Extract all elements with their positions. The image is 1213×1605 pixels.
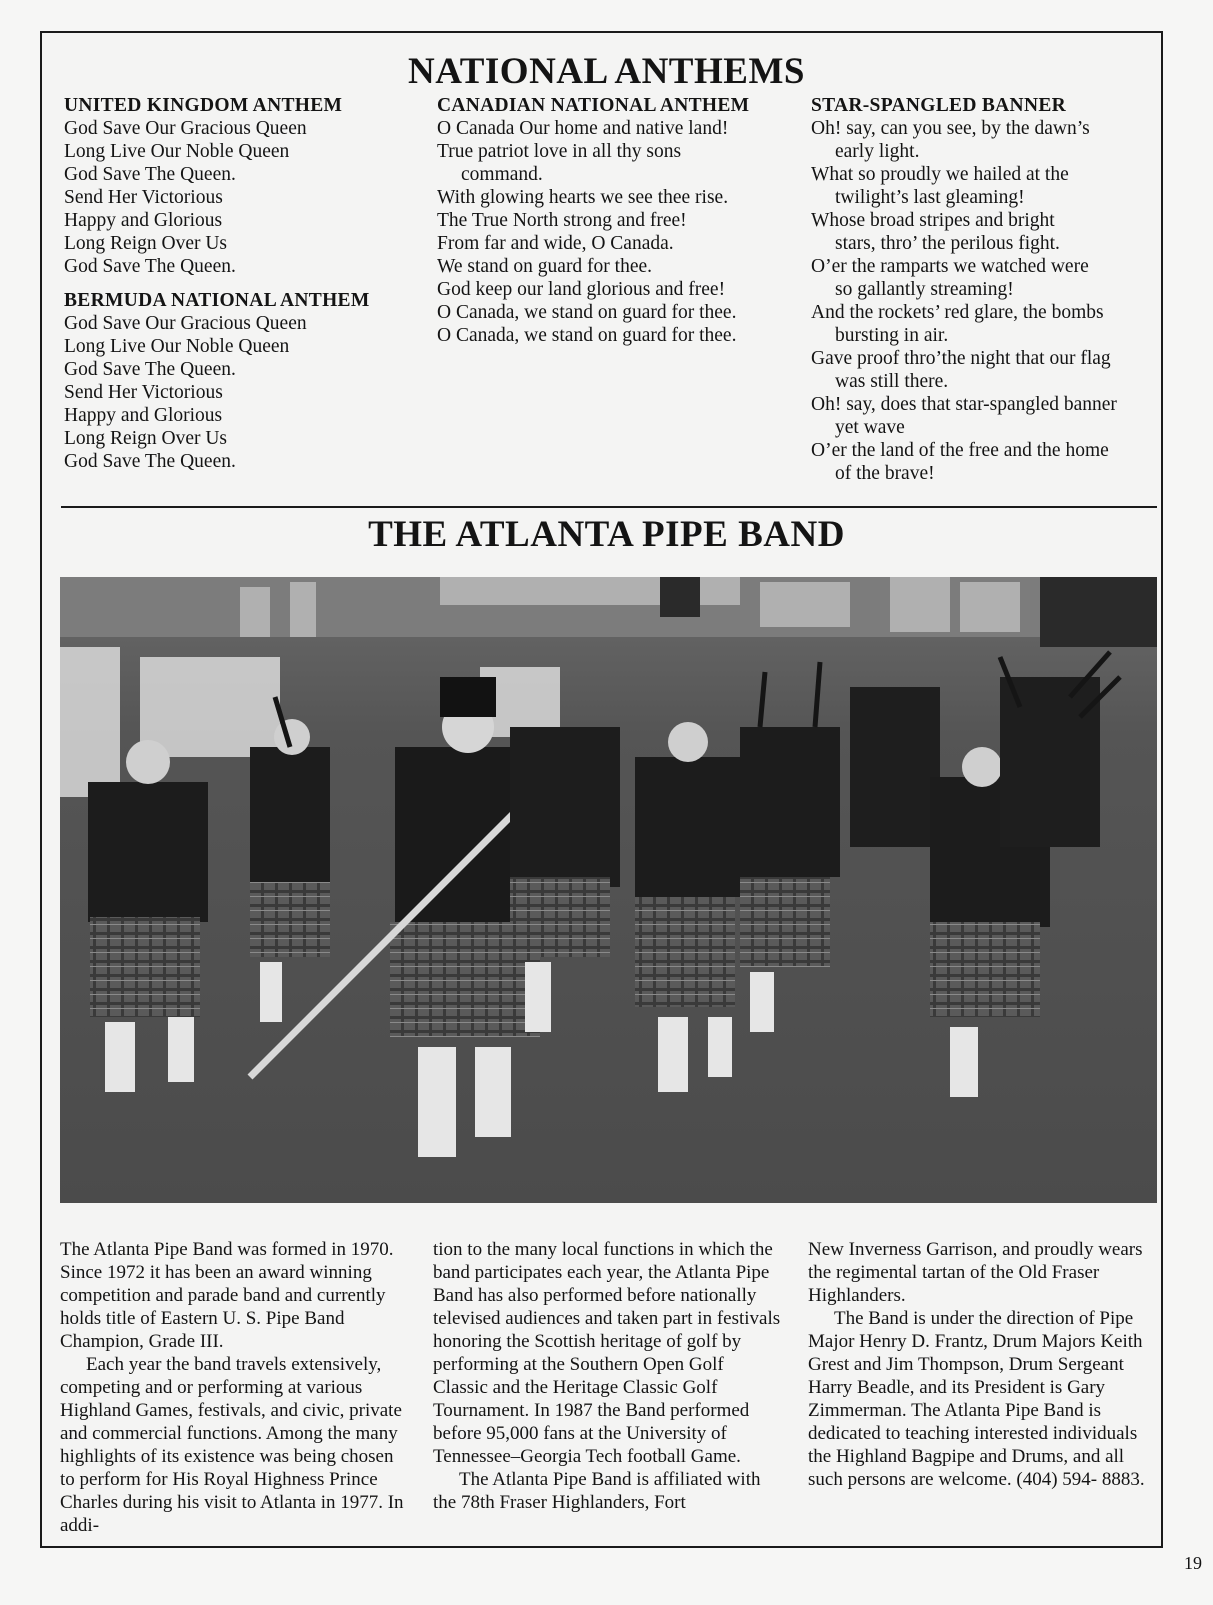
canada-anthem-line: O Canada, we stand on guard for thee.	[437, 325, 737, 346]
uk-anthem-line: Long Live Our Noble Queen	[64, 141, 290, 162]
anthem-column-left	[64, 94, 370, 473]
section-divider	[61, 506, 1157, 508]
canada-anthem-heading: CANADIAN NATIONAL ANTHEM	[437, 95, 750, 116]
bermuda-anthem-line: Long Reign Over Us	[64, 428, 228, 449]
usa-anthem-line: was still there.	[835, 371, 949, 392]
anthem-column-right	[811, 94, 1117, 485]
uk-anthem-line: Happy and Glorious	[64, 210, 223, 231]
uk-anthem-heading: UNITED KINGDOM ANTHEM	[64, 95, 343, 116]
canada-anthem-line: command.	[461, 164, 543, 185]
bermuda-anthem-line: God Save Our Gracious Queen	[64, 313, 307, 334]
uk-anthem-line: God Save The Queen.	[64, 164, 236, 185]
article-paragraph: New Inverness Garrison, and proudly wears the regimental tartan of the Old Fraser Highlanders.	[808, 1239, 1143, 1306]
pipe-band-photo	[60, 577, 1157, 1203]
usa-anthem-line: bursting in air.	[835, 325, 949, 346]
article-paragraph: tion to the many local functions in which the band participates each year, the Atlanta Pipe Band has also performed before nationally televised audiences and taken part in festivals honoring the Scottish heritage of golf by performing at the Southern Open Golf Classic and the Heritage Classic Golf Tournament. In 1987 the Band performed before 95,000 fans at the University of Tennessee–Georgia Tech football Game.	[433, 1239, 781, 1467]
anthem-column-middle	[437, 94, 749, 347]
anthems-title: NATIONAL ANTHEMS	[408, 51, 805, 92]
article-paragraph: The Atlanta Pipe Band was formed in 1970. Since 1972 it has been an award winning competition and parade band and currently holds title of Eastern U. S. Pipe Band Champion, Grade III.	[60, 1239, 394, 1352]
article-paragraph: Each year the band travels extensively, competing and or performing at various Highland Games, festivals, and civic, private and commercial functions. Among the many highlights of its existence was being chosen to perform for His Royal Highness Prince Charles during his visit to Atlanta in 1977. In addi-	[60, 1354, 404, 1536]
band-title: THE ATLANTA PIPE BAND	[368, 514, 845, 555]
usa-anthem-heading: STAR-SPANGLED BANNER	[811, 95, 1067, 116]
bermuda-anthem-line: Send Her Victorious	[64, 382, 223, 403]
usa-anthem-line: Gave proof thro’the night that our flag	[811, 348, 1111, 369]
bermuda-anthem-line: Happy and Glorious	[64, 405, 223, 426]
usa-anthem-line: yet wave	[835, 417, 905, 438]
canada-anthem-line: We stand on guard for thee.	[437, 256, 653, 277]
usa-anthem-line: stars, thro’ the perilous fight.	[835, 233, 1060, 254]
canada-anthem-line: From far and wide, O Canada.	[437, 233, 674, 254]
bermuda-anthem-line: Long Live Our Noble Queen	[64, 336, 290, 357]
bermuda-anthem-heading: BERMUDA NATIONAL ANTHEM	[64, 290, 370, 311]
canada-anthem-line: O Canada, we stand on guard for thee.	[437, 302, 737, 323]
usa-anthem-line: of the brave!	[835, 463, 935, 484]
usa-anthem-line: Oh! say, does that star-spangled banner	[811, 394, 1117, 415]
uk-anthem-line: God Save Our Gracious Queen	[64, 118, 307, 139]
usa-anthem-line: O’er the ramparts we watched were	[811, 256, 1089, 277]
usa-anthem-line: What so proudly we hailed at the	[811, 164, 1069, 185]
usa-anthem-line: so gallantly streaming!	[835, 279, 1014, 300]
uk-anthem-line: Long Reign Over Us	[64, 233, 228, 254]
uk-anthem-line: Send Her Victorious	[64, 187, 223, 208]
article-column-1	[60, 1238, 410, 1537]
page-number: 19	[1184, 1553, 1202, 1573]
uk-anthem-line: God Save The Queen.	[64, 256, 236, 277]
article-column-2	[433, 1238, 783, 1514]
article-paragraph: The Atlanta Pipe Band is affiliated with the 78th Fraser Highlanders, Fort	[433, 1469, 761, 1513]
usa-anthem-line: early light.	[835, 141, 920, 162]
usa-anthem-line: Oh! say, can you see, by the dawn’s	[811, 118, 1090, 139]
canada-anthem-line: God keep our land glorious and free!	[437, 279, 726, 300]
canada-anthem-line: O Canada Our home and native land!	[437, 118, 729, 139]
article-column-3	[808, 1238, 1158, 1491]
usa-anthem-line: O’er the land of the free and the home	[811, 440, 1109, 461]
usa-anthem-line: twilight’s last gleaming!	[835, 187, 1025, 208]
usa-anthem-line: Whose broad stripes and bright	[811, 210, 1055, 231]
canada-anthem-line: True patriot love in all thy sons	[437, 141, 682, 162]
usa-anthem-line: And the rockets’ red glare, the bombs	[811, 302, 1104, 323]
canada-anthem-line: With glowing hearts we see thee rise.	[437, 187, 729, 208]
bermuda-anthem-line: God Save The Queen.	[64, 451, 236, 472]
canada-anthem-line: The True North strong and free!	[437, 210, 687, 231]
article-paragraph: The Band is under the direction of Pipe Major Henry D. Frantz, Drum Majors Keith Grest and Jim Thompson, Drum Sergeant Harry Beadle, and its President is Gary Zimmerman. The Atlanta Pipe Band is dedicated to teaching interested individuals the Highland Bagpipe and Drums, and all such persons are welcome. (404) 594- 8883.	[808, 1308, 1145, 1490]
bermuda-anthem-line: God Save The Queen.	[64, 359, 236, 380]
